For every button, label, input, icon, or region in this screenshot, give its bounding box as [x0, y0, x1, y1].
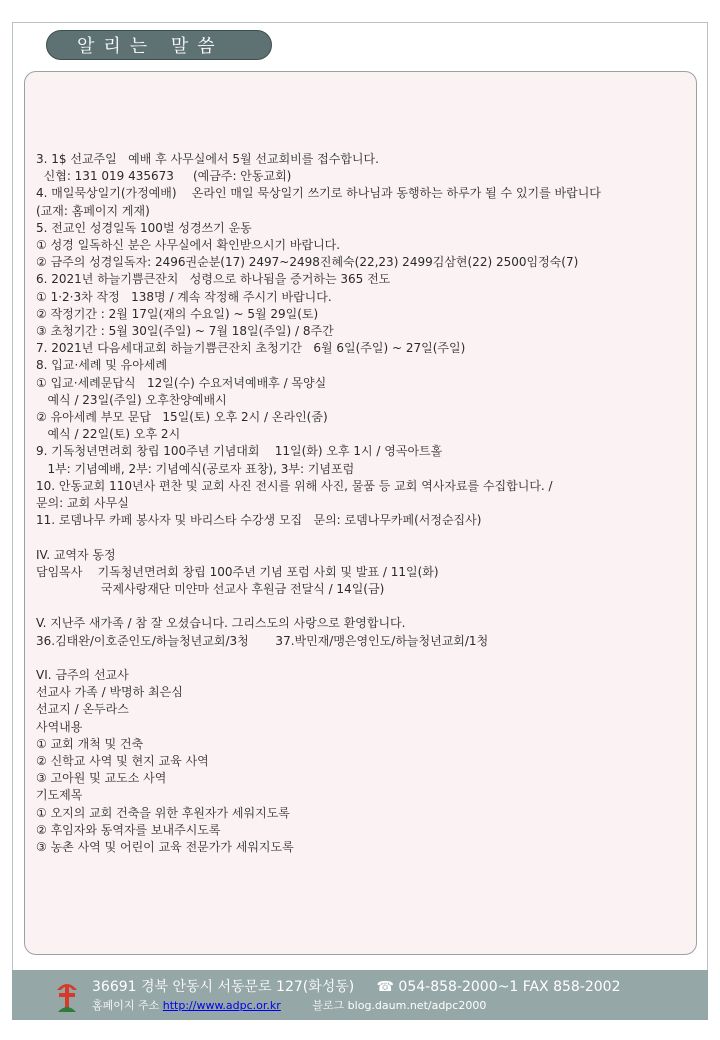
homepage-label: 홈페이지 주소: [92, 999, 163, 1012]
notice-line: (교재: 홈페이지 게재): [36, 203, 150, 218]
notice-line: ③ 고아원 및 교도소 사역: [36, 771, 167, 786]
notice-line: ① 성경 일독하신 분은 사무실에서 확인받으시기 바랍니다.: [36, 238, 341, 253]
notice-line: 선교사 가족 / 박명하 최은심: [36, 685, 183, 700]
notice-line: 기도제목: [36, 788, 83, 803]
section-title-pill: [46, 30, 272, 60]
notice-line: 문의: 교회 사무실: [36, 496, 129, 511]
section-title: 알리는 말씀: [77, 36, 224, 57]
notice-line: VI. 금주의 선교사: [36, 668, 129, 683]
notice-line: 1부: 기념예배, 2부: 기념예식(공로자 표창), 3부: 기념포럼: [36, 461, 355, 476]
blog-address: 블로그 blog.daum.net/adpc2000: [312, 999, 487, 1012]
notice-line: 8. 입교·세례 및 유아세례: [36, 358, 168, 373]
notice-line: 3. 1$ 선교주일 예배 후 사무실에서 5월 선교회비를 접수합니다.: [36, 152, 379, 166]
church-cross-logo-icon: [54, 976, 80, 1014]
homepage-link[interactable]: http://www.adpc.or.kr: [162, 999, 281, 1012]
notice-line: ② 작정기간 : 2월 17일(재의 수요일) ~ 5월 29일(토): [36, 306, 319, 321]
notice-line: 사역내용: [36, 719, 83, 734]
footer-phone: ☎ 054-858-2000~1 FAX 858-2002: [376, 979, 621, 995]
notice-line: ① 1·2·3차 작정 138명 / 계속 작정해 주시기 바랍니다.: [36, 289, 332, 304]
spacer: [36, 529, 691, 546]
notice-line: ① 오지의 교회 건축을 위한 후원자가 세워지도록: [36, 805, 290, 820]
notice-line: ③ 초청기간 : 5월 30일(주일) ~ 7월 18일(주일) / 8주간: [36, 324, 334, 339]
footer-web-line: [92, 997, 692, 1013]
notice-line: 6. 2021년 하늘기쁨큰잔치 성령으로 하나됨을 증거하는 365 전도: [36, 272, 391, 287]
notice-line: 예식 / 22일(토) 오후 2시: [36, 427, 181, 442]
notice-line: 5. 전교인 성경일독 100벌 성경쓰기 운동: [36, 220, 252, 235]
footer-address: 36691 경북 안동시 서동문로 127(화성동): [92, 979, 355, 995]
notice-line: ② 후임자와 동역자를 보내주시도록: [36, 822, 221, 837]
notice-line: ③ 농촌 사역 및 어린이 교육 전문가가 세워지도록: [36, 840, 294, 855]
notice-line: 10. 안동교회 110년사 편찬 및 교회 사진 전시를 위해 사진, 물품 등 교회 역사자료를 수집합니다. /: [36, 478, 553, 493]
notice-line: ① 입교·세례문답식 12일(수) 수요저녁예배후 / 목양실: [36, 375, 327, 390]
notice-line: 11. 로뎀나무 카페 봉사자 및 바리스타 수강생 모집 문의: 로뎀나무카페(서정순집사): [36, 513, 482, 528]
notice-line: 4. 매일묵상일기(가정예배) 온라인 매일 묵상일기 쓰기로 하나님과 동행하는 하루가 될 수 있기를 바랍니다: [36, 186, 601, 201]
notice-line: 신협: 131 019 435673 (예금주: 안동교회): [36, 169, 292, 184]
spacer: [36, 650, 691, 667]
notice-line: IV. 교역자 동정: [36, 547, 116, 562]
notice-line: 36.김태완/이호준인도/하늘청년교회/3청 37.박민재/맹은영인도/하늘청년교회/1청: [36, 633, 489, 648]
notice-line: ② 유아세례 부모 문답 15일(토) 오후 2시 / 온라인(줌): [36, 410, 328, 425]
notice-line: 선교지 / 온두라스: [36, 702, 129, 717]
footer-address-line: [92, 976, 692, 996]
notice-line: 예식 / 23일(주일) 오후찬양예배시: [36, 392, 227, 407]
notice-line: 9. 기독청년면려회 창립 100주년 기념대회 11일(화) 오후 1시 / 영곡아트홀: [36, 444, 443, 459]
notice-line: 7. 2021년 다음세대교회 하늘기쁨큰잔치 초청기간 6월 6일(주일) ~ 27일(주일): [36, 341, 466, 356]
notice-line: 국제사랑재단 미얀마 선교사 후원금 전달식 / 14일(금): [36, 582, 385, 597]
notice-line: ① 교회 개척 및 건축: [36, 736, 144, 751]
notice-line: V. 지난주 새가족 / 참 잘 오셨습니다. 그리스도의 사랑으로 환영합니다.: [36, 616, 406, 631]
notice-content: [36, 151, 691, 856]
notice-line: ② 신학교 사역 및 현지 교육 사역: [36, 754, 209, 769]
notice-line: ② 금주의 성경일독자: 2496권순분(17) 2497~2498진혜숙(22,23) 2499김삼현(22) 2500임정숙(7): [36, 255, 579, 270]
notice-line: 담임목사 기독청년면려회 창립 100주년 기념 포럼 사회 및 발표 / 11일(화): [36, 564, 439, 579]
footer: [12, 970, 708, 1020]
spacer: [36, 598, 691, 615]
